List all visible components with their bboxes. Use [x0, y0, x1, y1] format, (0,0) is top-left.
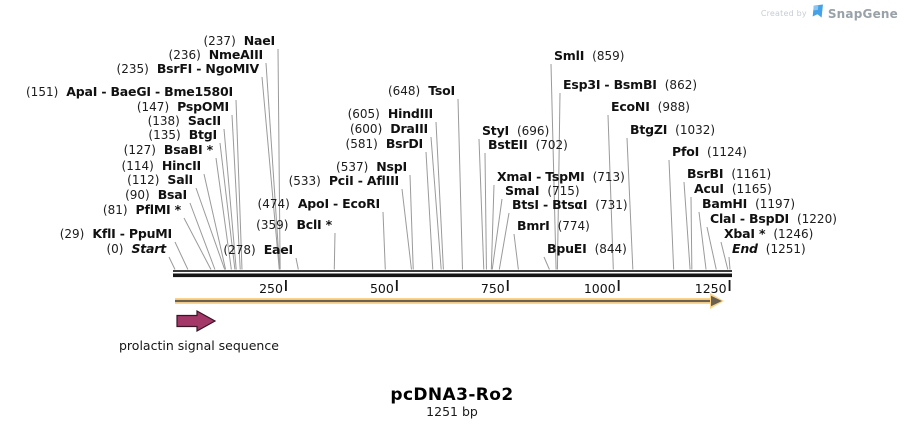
- site-position: (859): [592, 49, 625, 63]
- site-position: (648): [387, 84, 421, 98]
- site-label-PfoI[interactable]: [672, 145, 747, 159]
- site-name: EcoNI: [611, 99, 650, 114]
- site-name: XbaI *: [724, 226, 766, 241]
- site-name: BsrBI: [687, 166, 724, 181]
- site-name: BmrI: [517, 218, 550, 233]
- site-label-SmaI[interactable]: [505, 184, 580, 198]
- site-position: (235): [116, 62, 149, 76]
- site-name: SalI: [167, 172, 193, 187]
- site-label-SmlI[interactable]: [554, 49, 624, 63]
- site-label-PspOMI[interactable]: [137, 100, 229, 114]
- feature-label-prolactin-signal-sequence: prolactin signal sequence: [119, 338, 279, 353]
- site-name: HindIII: [387, 106, 433, 121]
- site-name: DraIII: [390, 121, 428, 136]
- site-position: (236): [168, 48, 201, 62]
- site-label-SacII[interactable]: [148, 114, 221, 128]
- site-label-End[interactable]: [732, 242, 806, 256]
- site-label-KflI-PpuMI[interactable]: [60, 227, 172, 241]
- site-name: BclI *: [296, 217, 332, 232]
- site-position: (127): [123, 143, 156, 157]
- site-name: PfoI: [672, 144, 700, 159]
- site-position: (474): [257, 197, 290, 211]
- site-label-ApoI-EcoRI[interactable]: [258, 197, 380, 211]
- site-label-BamHI[interactable]: [702, 197, 795, 211]
- site-position: (90): [125, 188, 150, 202]
- ruler-number-750: 750: [480, 281, 505, 296]
- site-name: BtgI: [188, 127, 217, 142]
- site-name: ApaI - BaeGI - Bme1580I: [66, 84, 233, 99]
- site-position: (696): [516, 124, 550, 138]
- site-label-Esp3I-BsmBI[interactable]: [563, 78, 697, 92]
- site-label-BmrI[interactable]: [517, 219, 590, 233]
- site-label-BsaI[interactable]: [125, 188, 187, 202]
- site-position: (29): [59, 227, 85, 241]
- site-name: BtsI - BtsαI: [512, 197, 588, 212]
- site-label-SalI[interactable]: [127, 173, 193, 187]
- site-position: (147): [136, 100, 170, 114]
- site-position: (731): [595, 198, 628, 212]
- site-label-BpuEI[interactable]: [547, 242, 627, 256]
- site-position: (151): [26, 85, 59, 99]
- site-label-BtsI-Bts-I[interactable]: [512, 198, 628, 212]
- ruler-number-1000: 1000: [583, 281, 616, 296]
- site-label-NaeI[interactable]: [203, 34, 275, 48]
- site-label-BsrBI[interactable]: [687, 167, 771, 181]
- site-position: (537): [336, 160, 369, 174]
- site-name: XmaI - TspMI: [497, 169, 585, 184]
- site-name: BsaBI *: [163, 142, 213, 157]
- site-label-DraIII[interactable]: [350, 122, 428, 136]
- site-position: (0): [106, 242, 124, 256]
- site-name: BtgZI: [630, 122, 668, 137]
- site-name: PflMI *: [135, 202, 181, 217]
- site-position: (1246): [773, 227, 814, 241]
- site-label-BtgI[interactable]: [148, 128, 217, 142]
- site-position: (359): [256, 218, 289, 232]
- site-name: BsrDI: [385, 136, 423, 151]
- created-by-text: Created by: [760, 9, 807, 18]
- site-label-Start[interactable]: [106, 242, 166, 256]
- site-label-HindIII[interactable]: [348, 107, 433, 121]
- site-name: Esp3I - BsmBI: [563, 77, 657, 92]
- site-label-EaeI[interactable]: [223, 243, 293, 257]
- site-position: (1124): [707, 145, 747, 159]
- snapgene-brand-text: SnapGene: [827, 6, 898, 21]
- site-name: ClaI - BspDI: [710, 211, 789, 226]
- site-label-AcuI[interactable]: [694, 182, 772, 196]
- site-label-NspI[interactable]: [336, 160, 407, 174]
- site-name: NmeAIII: [208, 47, 263, 62]
- ruler-number-500: 500: [369, 281, 394, 296]
- ruler-number-1250: 1250: [694, 281, 727, 296]
- site-position: (713): [592, 170, 625, 184]
- site-name: PspOMI: [177, 99, 229, 114]
- site-name: SmaI: [505, 183, 540, 198]
- site-label-BsrFI-NgoMIV[interactable]: [117, 62, 259, 76]
- site-label-ApaI-BaeGI-Bme1580I[interactable]: [26, 85, 233, 99]
- site-label-BstEII[interactable]: [488, 138, 568, 152]
- site-name: EaeI: [263, 242, 293, 257]
- site-position: (237): [203, 34, 236, 48]
- site-position: (1165): [731, 182, 772, 196]
- site-position: (81): [102, 203, 128, 217]
- site-label-HincII[interactable]: [122, 159, 201, 173]
- site-position: (533): [288, 174, 321, 188]
- site-position: (581): [345, 137, 378, 151]
- site-name: BstEII: [488, 137, 528, 152]
- site-position: (278): [223, 243, 256, 257]
- site-label-NmeAIII[interactable]: [169, 48, 263, 62]
- site-name: NspI: [376, 159, 407, 174]
- plasmid-length: 1251 bp: [426, 404, 478, 419]
- site-position: (1161): [731, 167, 772, 181]
- site-name: AcuI: [694, 181, 724, 196]
- site-position: (112): [127, 173, 160, 187]
- site-label-StyI[interactable]: [482, 124, 549, 138]
- site-name: BsaI: [157, 187, 187, 202]
- site-position: (1220): [796, 212, 837, 226]
- site-label-XmaI-TspMI[interactable]: [497, 170, 625, 184]
- site-label-PflMI[interactable]: [103, 203, 181, 217]
- site-label-BclI[interactable]: [256, 218, 332, 232]
- site-name: Start: [131, 241, 166, 256]
- site-position: (988): [657, 100, 690, 114]
- site-label-ClaI-BspDI[interactable]: [710, 212, 837, 226]
- site-name: HincII: [161, 158, 201, 173]
- site-position: (138): [147, 114, 180, 128]
- site-name: End: [732, 241, 758, 256]
- site-name: SacII: [187, 113, 221, 128]
- site-position: (862): [664, 78, 698, 92]
- site-label-EcoNI[interactable]: [611, 100, 690, 114]
- site-name: KflI - PpuMI: [92, 226, 172, 241]
- site-name: ApoI - EcoRI: [297, 196, 380, 211]
- snapgene-watermark: [761, 4, 898, 23]
- site-name: SmlI: [554, 48, 585, 63]
- site-position: (600): [349, 122, 383, 136]
- site-position: (844): [594, 242, 627, 256]
- ruler-number-250: 250: [259, 281, 283, 296]
- site-label-TsoI[interactable]: [388, 84, 455, 98]
- site-position: (774): [557, 219, 590, 233]
- site-name: StyI: [482, 123, 509, 138]
- site-position: (1032): [675, 123, 716, 137]
- site-position: (135): [148, 128, 181, 142]
- snapgene-ribbon-icon: [811, 3, 824, 23]
- site-position: (702): [535, 138, 568, 152]
- site-name: BamHI: [702, 196, 748, 211]
- site-position: (1197): [755, 197, 796, 211]
- plasmid-title: pcDNA3-Ro2: [390, 385, 514, 405]
- site-position: (114): [121, 159, 154, 173]
- site-label-BsrDI[interactable]: [346, 137, 423, 151]
- site-name: PciI - AflIII: [328, 173, 399, 188]
- site-name: TsoI: [428, 83, 455, 98]
- site-name: BsrFI - NgoMIV: [156, 61, 259, 76]
- site-position: (1251): [765, 242, 806, 256]
- site-label-BsaBI[interactable]: [124, 143, 213, 157]
- site-label-XbaI[interactable]: [724, 227, 813, 241]
- site-name: NaeI: [243, 33, 275, 48]
- site-label-BtgZI[interactable]: [630, 123, 715, 137]
- site-position: (605): [347, 107, 380, 121]
- site-position: (715): [547, 184, 580, 198]
- site-label-PciI-AflIII[interactable]: [289, 174, 399, 188]
- site-name: BpuEI: [547, 241, 587, 256]
